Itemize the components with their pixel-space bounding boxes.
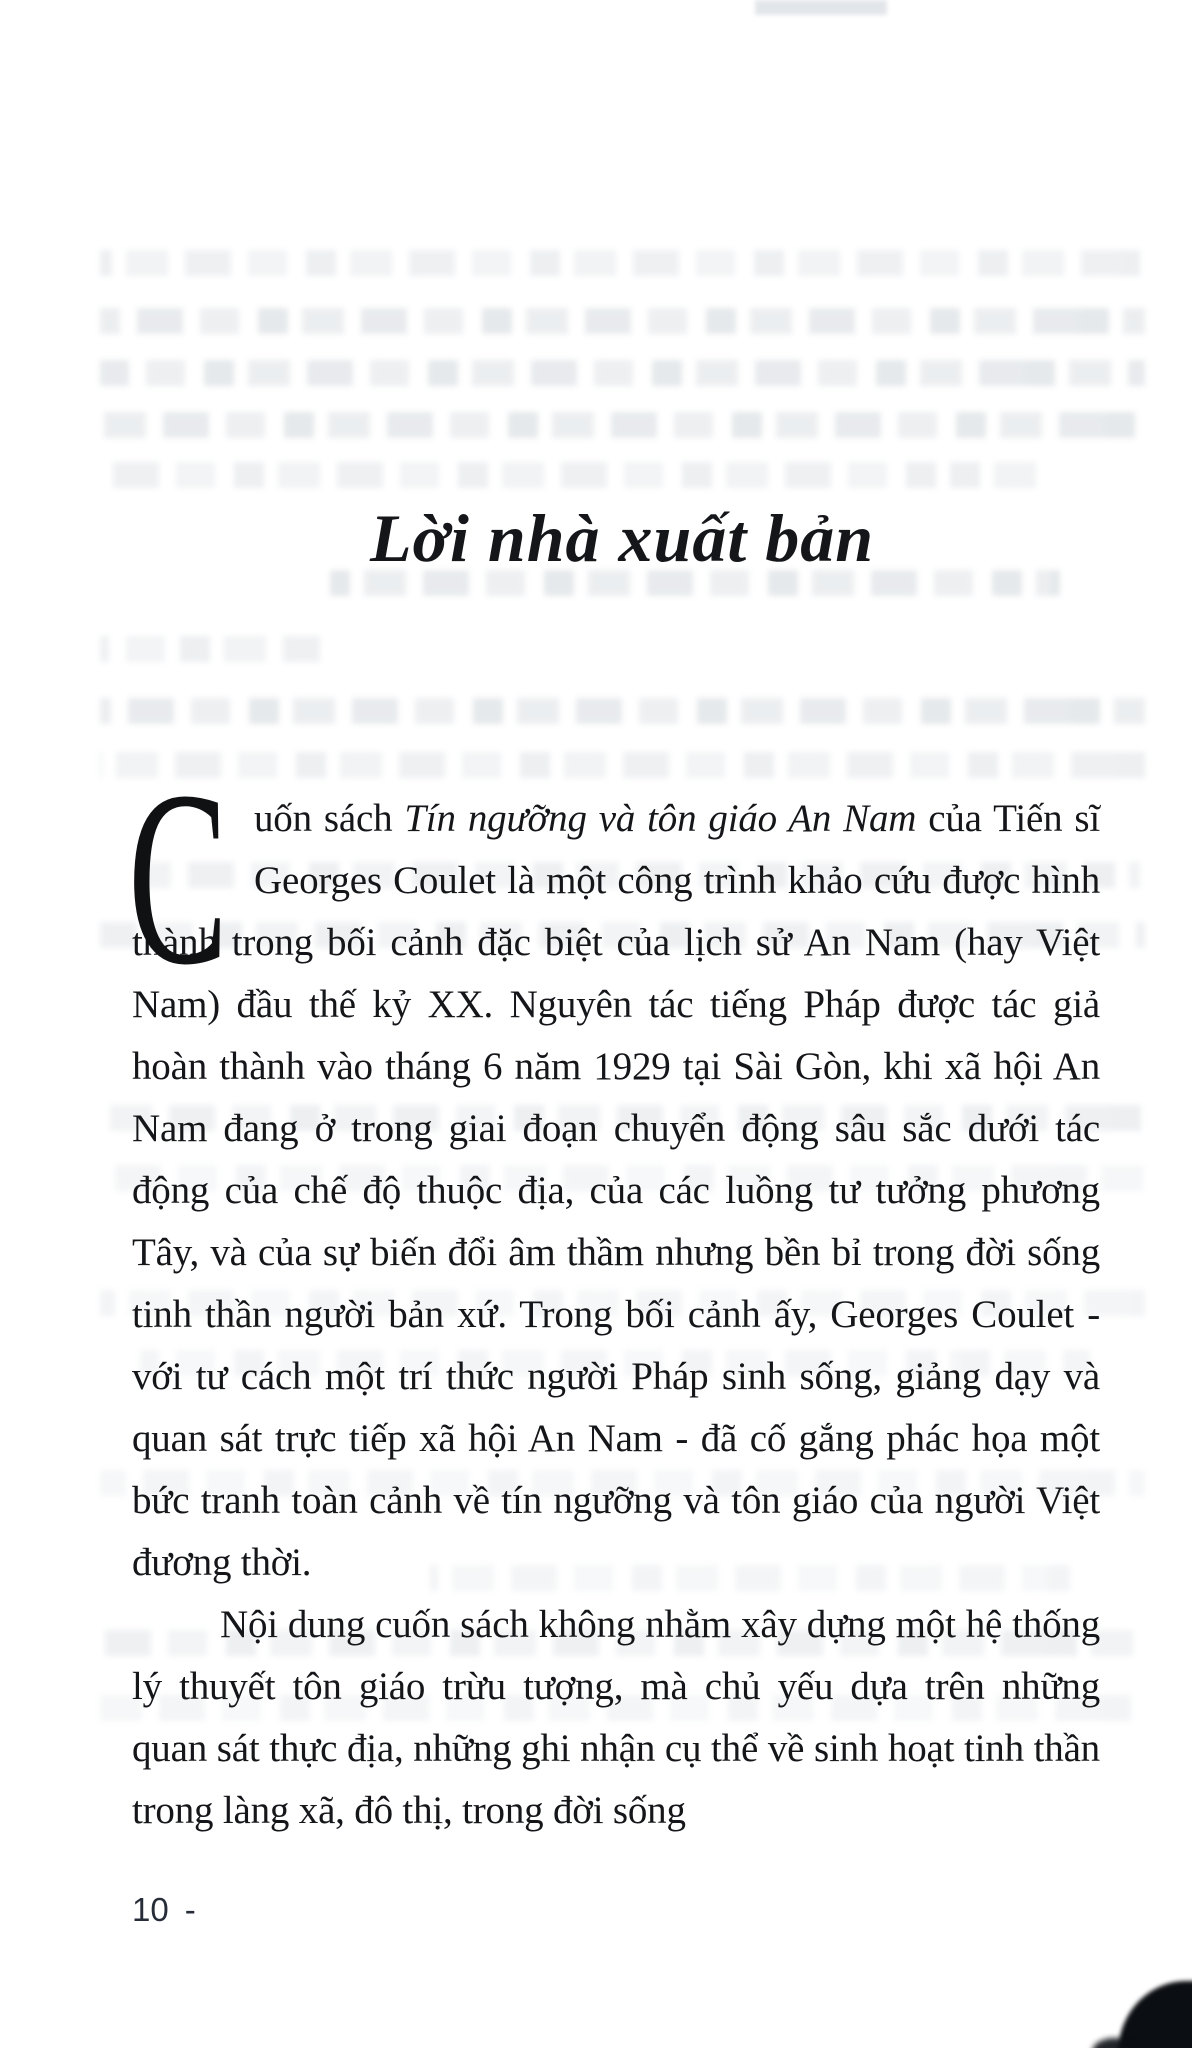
scan-smudge — [755, 0, 887, 15]
drop-cap-letter: C — [128, 740, 228, 1017]
paragraph-1-lead: uốn sách — [254, 797, 405, 840]
paragraph-2: Nội dung cuốn sách không nhằm xây dựng một hệ thống lý thuyết tôn giáo trừu tượng, mà chủ yếu dựa trên những quan sát thực địa, những ghi nhận cụ thể về sinh hoạt tinh thần trong làng xã, đô thị, trong đời sống — [132, 1603, 1100, 1832]
show-through-line — [100, 752, 1145, 778]
show-through-line — [100, 308, 1145, 334]
page-number — [132, 1890, 196, 1930]
show-through-line — [100, 412, 1145, 438]
paragraph-1 — [128, 740, 1100, 1594]
drop-cap — [128, 740, 244, 1017]
paragraph-1-rest: của Tiến sĩ Georges Coulet là một công trình khảo cứu được hình thành trong bối cảnh đặc biệt của lịch sử An Nam (hay Việt Nam) đầu thế kỷ XX. Nguyên tác tiếng Pháp được tác giả hoàn thành vào tháng 6 năm 1929 tại Sài Gòn, khi xã hội An Nam đang ở trong giai đoạn chuyển động sâu sắc dưới tác động của chế độ thuộc địa, của các luồng tư tưởng phương Tây, và của sự biến đổi âm thầm nhưng bền bỉ trong đời sống tinh thần người bản xứ. Trong bối cảnh ấy, Georges Coulet - với tư cách một trí thức người Pháp sinh sống, giảng dạy và quan sát trực tiếp xã hội An Nam - đã cố gắng phác họa một bức tranh toàn cảnh về tín ngưỡng và tôn giáo của người Việt đương thời. — [132, 797, 1100, 1584]
show-through-line — [100, 462, 1040, 488]
book-title-italic: Tín ngưỡng và tôn giáo An Nam — [404, 797, 917, 840]
body-text — [128, 740, 1100, 1842]
show-through-line — [100, 360, 1145, 386]
show-through-line — [100, 698, 1145, 724]
show-through-line — [100, 636, 320, 662]
page-number-value: 10 — [132, 1891, 169, 1928]
show-through-line — [100, 250, 1140, 276]
chapter-title: Lời nhà xuất bản — [369, 500, 875, 576]
page-corner-shadow — [1118, 1981, 1192, 2048]
page-number-dash: - — [184, 1891, 196, 1928]
